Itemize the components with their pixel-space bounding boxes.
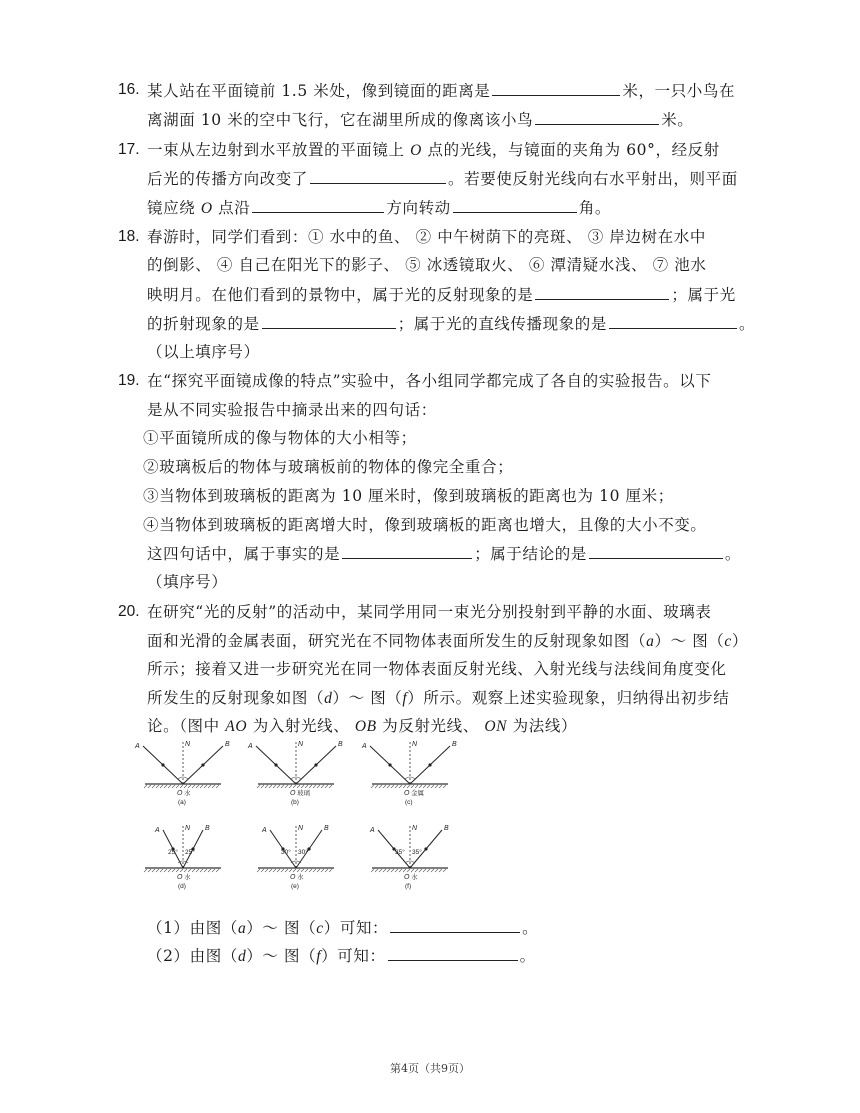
- figure-d-hatch: [180, 869, 183, 872]
- figure-b-hatch: [329, 785, 332, 788]
- figure-f-label-b: B: [444, 825, 449, 832]
- figure-f-hatch: [371, 869, 374, 872]
- question-20-line-4: 所发生的反射现象如图（d）～ 图（f）所示。观察上述实验现象，归纳得出初步结: [147, 689, 730, 707]
- answer-blank[interactable]: [388, 945, 518, 961]
- question-19-statement-1: ①平面镜所成的像与物体的大小相等；: [143, 429, 417, 447]
- figure-d-hatch: [160, 869, 163, 872]
- figure-d-hatch: [204, 869, 207, 872]
- figure-f-hatch: [431, 869, 434, 872]
- question-17-line-1: 一束从左边射到水平放置的平面镜上 O 点的光线，与镜面的夹角为 60°，经反射: [147, 141, 720, 159]
- figure-d-angle-right: 25°: [185, 849, 195, 856]
- answer-blank[interactable]: [492, 80, 620, 96]
- figure-b-hatch: [313, 785, 316, 788]
- figure-a-label-b: B: [225, 741, 230, 748]
- figure-c-hatch: [375, 785, 378, 788]
- question-16-line-1: 某人站在平面镜前 1.5 米处，像到镜面的距离是 米，一只小鸟在: [147, 82, 736, 100]
- figure-c-hatch: [431, 785, 434, 788]
- figure-c-hatch: [399, 785, 402, 788]
- figure-d-label-a: A: [155, 827, 160, 834]
- figure-a-hatch: [200, 785, 203, 788]
- figure-f-label-n: N: [412, 825, 418, 832]
- figure-f-hatch: [411, 869, 414, 872]
- figure-a-hatch: [164, 785, 167, 788]
- figure-a-hatch: [188, 785, 191, 788]
- figure-f-caption: (f): [405, 883, 412, 890]
- question-16-number: 16.: [118, 81, 140, 98]
- question-20-sub-2: （2）由图（d）～ 图（f）可知： 。: [147, 947, 536, 965]
- figure-e-hatch: [281, 869, 284, 872]
- question-20-sub-1: （1）由图（a）～ 图（c）可知： 。: [147, 919, 539, 937]
- figure-f-hatch: [415, 869, 418, 872]
- figure-f-hatch: [391, 869, 394, 872]
- figure-d-hatch: [172, 869, 175, 872]
- figure-a-hatch: [204, 785, 207, 788]
- figure-b-label-b: B: [338, 741, 343, 748]
- figure-b-hatch: [305, 785, 308, 788]
- figure-b-reflected-arrow: [314, 763, 317, 766]
- figure-d-hatch: [216, 869, 219, 872]
- figure-a-surface-label: 水: [184, 790, 191, 797]
- figure-d-hatch: [144, 869, 147, 872]
- figure-b-hatch: [261, 785, 264, 788]
- figure-b-hatch: [265, 785, 268, 788]
- figure-e-hatch: [317, 869, 320, 872]
- figure-f-hatch: [423, 869, 426, 872]
- figure-d-hatch: [212, 869, 215, 872]
- figure-a-hatch: [168, 785, 171, 788]
- question-16-line-2: 离湖面 10 米的空中飞行，它在湖里所成的像离该小鸟 米。: [147, 111, 694, 129]
- figure-f-hatch: [435, 869, 438, 872]
- figure-e-hatch: [301, 869, 304, 872]
- question-18-line-3: 映明月。在他们看到的景物中，属于光的反射现象的是 ；属于光: [147, 286, 736, 304]
- figure-a-label-a: A: [135, 743, 140, 750]
- figure-b-hatch: [301, 785, 304, 788]
- figure-a-hatch: [184, 785, 187, 788]
- figure-e-hatch: [277, 869, 280, 872]
- figure-a-hatch: [156, 785, 159, 788]
- question-18-number: 18.: [118, 228, 140, 245]
- figure-c-hatch: [395, 785, 398, 788]
- figure-b-hatch: [277, 785, 280, 788]
- figure-f-hatch: [443, 869, 446, 872]
- figure-e-reflected-arrow: [307, 847, 310, 850]
- figure-c-hatch: [415, 785, 418, 788]
- figure-b-label-o: O: [290, 790, 296, 797]
- question-20-line-3: 所示；接着又进一步研究光在同一物体表面反射光线、入射光线与法线间角度变化: [147, 660, 727, 678]
- figure-c-hatch: [439, 785, 442, 788]
- figure-d-hatch: [196, 869, 199, 872]
- figure-e-label-n: N: [298, 825, 304, 832]
- figure-c-incident-arrow: [388, 763, 391, 766]
- figure-d-hatch: [200, 869, 203, 872]
- question-19-statement-2: ②玻璃板后的物体与玻璃板前的物体的像完全重合；: [143, 458, 514, 476]
- figure-b-hatch: [293, 785, 296, 788]
- answer-blank[interactable]: [589, 543, 723, 559]
- figure-d-label-o: O: [177, 874, 183, 881]
- figure-b-hatch: [325, 785, 328, 788]
- figure-e-hatch: [289, 869, 292, 872]
- figure-f-label-a: A: [370, 827, 375, 834]
- figure-f-hatch: [419, 869, 422, 872]
- figure-c-caption: (c): [405, 799, 413, 806]
- figure-e-hatch: [269, 869, 272, 872]
- answer-blank[interactable]: [390, 917, 520, 933]
- answer-blank[interactable]: [310, 168, 446, 184]
- figure-a-hatch: [144, 785, 147, 788]
- figure-e-angle-left: 30°: [281, 849, 291, 856]
- figure-f-hatch: [407, 869, 410, 872]
- figure-e-caption: (e): [291, 883, 299, 890]
- figure-c-label-n: N: [412, 741, 418, 748]
- figure-a-incident-arrow: [161, 763, 164, 766]
- figure-c-hatch: [435, 785, 438, 788]
- figure-d-label-b: B: [205, 825, 210, 832]
- figure-f-hatch: [399, 869, 402, 872]
- question-19-statement-4: ④当物体到玻璃板的距离增大时，像到玻璃板的距离也增大，且像的大小不变。: [143, 516, 707, 534]
- question-17-line-3: 镜应绕 O 点沿 方向转动 角。: [147, 199, 611, 217]
- figure-a-reflected-arrow: [201, 763, 204, 766]
- figure-b-hatch: [309, 785, 312, 788]
- question-19-line-2: 是从不同实验报告中摘录出来的四句话：: [147, 401, 437, 419]
- figure-b-hatch: [285, 785, 288, 788]
- figure-e-hatch: [309, 869, 312, 872]
- figure-b-hatch: [257, 785, 260, 788]
- figure-e-hatch: [273, 869, 276, 872]
- figure-c-hatch: [379, 785, 382, 788]
- figure-c-hatch: [419, 785, 422, 788]
- figure-e-hatch: [329, 869, 332, 872]
- figure-f-hatch: [387, 869, 390, 872]
- figure-b-hatch: [317, 785, 320, 788]
- figure-a-label-n: N: [185, 741, 191, 748]
- question-17-line-2: 后光的传播方向改变了 。若要使反射光线向右水平射出，则平面: [147, 170, 738, 188]
- question-18-line-1: 春游时，同学们看到：① 水中的鱼、 ② 中午树荫下的亮斑、 ③ 岸边树在水中: [147, 228, 706, 246]
- figure-e-hatch: [305, 869, 308, 872]
- figure-e-hatch: [257, 869, 260, 872]
- question-18-line-2: 的倒影、 ④ 自己在阳光下的影子、 ⑤ 冰透镜取火、 ⑥ 潭清疑水浅、 ⑦ 池水: [147, 256, 707, 274]
- figure-e-surface-label: 水: [297, 874, 304, 881]
- figure-a-hatch: [148, 785, 151, 788]
- question-19-line-8: （填序号）: [147, 573, 228, 591]
- figure-e-label-o: O: [290, 874, 296, 881]
- figure-b-surface-label: 玻璃: [297, 790, 310, 797]
- figure-a-caption: (a): [178, 799, 186, 806]
- figure-e-hatch: [265, 869, 268, 872]
- figure-c-reflected-arrow: [428, 763, 431, 766]
- figure-c-hatch: [411, 785, 414, 788]
- figure-d-angle-left: 25°: [168, 849, 178, 856]
- figure-a-hatch: [196, 785, 199, 788]
- question-17-number: 17.: [118, 141, 140, 158]
- answer-blank[interactable]: [453, 197, 577, 213]
- question-20-line-5: 论。（图中 AO 为入射光线、 OB 为反射光线、 ON 为法线）: [147, 717, 578, 735]
- figure-c-hatch: [391, 785, 394, 788]
- figure-d-hatch: [184, 869, 187, 872]
- figure-d-hatch: [208, 869, 211, 872]
- figure-c-hatch: [387, 785, 390, 788]
- figure-a-hatch: [172, 785, 175, 788]
- figure-d-hatch: [176, 869, 179, 872]
- figure-c-label-a: A: [362, 743, 367, 750]
- figure-a-hatch: [152, 785, 155, 788]
- figure-d-hatch: [148, 869, 151, 872]
- answer-blank[interactable]: [535, 109, 659, 125]
- figure-d-hatch: [168, 869, 171, 872]
- figure-b-hatch: [297, 785, 300, 788]
- figure-c-hatch: [423, 785, 426, 788]
- reflection-diagram-grid: [135, 741, 483, 892]
- figure-b-hatch: [273, 785, 276, 788]
- figure-f-hatch: [427, 869, 430, 872]
- figure-a-hatch: [192, 785, 195, 788]
- figure-d-hatch: [156, 869, 159, 872]
- figure-d-hatch: [192, 869, 195, 872]
- figure-f-angle-right: 35°: [412, 849, 422, 856]
- answer-blank[interactable]: [535, 284, 669, 300]
- figure-c-hatch: [371, 785, 374, 788]
- figure-f-angle-left: 35°: [395, 849, 405, 856]
- figure-f-hatch: [375, 869, 378, 872]
- figure-d-hatch: [188, 869, 191, 872]
- figure-f-hatch: [403, 869, 406, 872]
- figure-b-hatch: [321, 785, 324, 788]
- figure-c-hatch: [443, 785, 446, 788]
- figure-a-hatch: [160, 785, 163, 788]
- answer-blank[interactable]: [609, 313, 737, 329]
- figure-e-label-a: A: [262, 827, 267, 834]
- question-18-line-4: 的折射现象的是 ；属于光的直线传播现象的是 。: [147, 315, 756, 333]
- reflection-figures: [135, 741, 483, 892]
- figure-e-hatch: [325, 869, 328, 872]
- figure-b-label-n: N: [298, 741, 304, 748]
- figure-d-hatch: [164, 869, 167, 872]
- question-20-line-1: 在研究“光的反射”的活动中，某同学用同一束光分别投射到平静的水面、玻璃表: [147, 603, 712, 621]
- figure-a-hatch: [208, 785, 211, 788]
- figure-f-surface-label: 水: [411, 874, 418, 881]
- question-18-line-5: （以上填序号）: [147, 343, 260, 361]
- answer-blank[interactable]: [342, 543, 472, 559]
- figure-b-incident-arrow: [274, 763, 277, 766]
- figure-f-hatch: [379, 869, 382, 872]
- figure-b-hatch: [289, 785, 292, 788]
- figure-e-hatch: [313, 869, 316, 872]
- figure-c-label-o: O: [404, 790, 410, 797]
- figure-d-surface-label: 水: [184, 874, 191, 881]
- figure-c-surface-label: 金属: [411, 790, 424, 797]
- question-19-number: 19.: [118, 372, 140, 389]
- figure-c-hatch: [407, 785, 410, 788]
- figure-e-hatch: [297, 869, 300, 872]
- figure-e-hatch: [293, 869, 296, 872]
- figure-d-caption: (d): [178, 883, 186, 890]
- question-20-line-2: 面和光滑的金属表面，研究光在不同物体表面所发生的反射现象如图（a）～ 图（c）: [147, 632, 748, 650]
- question-19-line-7: 这四句话中，属于事实的是 ；属于结论的是 。: [147, 545, 742, 563]
- answer-blank[interactable]: [252, 197, 384, 213]
- figure-a-hatch: [216, 785, 219, 788]
- figure-a-hatch: [212, 785, 215, 788]
- page-footer: 第4页（共9页）: [390, 1062, 470, 1075]
- question-20-number: 20.: [118, 603, 140, 620]
- figure-b-hatch: [281, 785, 284, 788]
- figure-e-angle-right: 30°: [298, 849, 308, 856]
- figure-a-label-o: O: [177, 790, 183, 797]
- figure-d-label-n: N: [185, 825, 191, 832]
- question-19-line-1: 在“探究平面镜成像的特点”实验中，各小组同学都完成了各自的实验报告。以下: [147, 372, 712, 390]
- figure-c-hatch: [403, 785, 406, 788]
- figure-a-hatch: [180, 785, 183, 788]
- figure-d-hatch: [152, 869, 155, 872]
- question-19-statement-3: ③当物体到玻璃板的距离为 10 厘米时，像到玻璃板的距离也为 10 厘米；: [143, 487, 674, 505]
- figure-f-hatch: [395, 869, 398, 872]
- figure-e-hatch: [321, 869, 324, 872]
- figure-c-hatch: [383, 785, 386, 788]
- figure-b-label-a: A: [248, 743, 253, 750]
- figure-e-hatch: [285, 869, 288, 872]
- figure-a-hatch: [176, 785, 179, 788]
- figure-b-caption: (b): [291, 799, 299, 806]
- figure-b-hatch: [269, 785, 272, 788]
- figure-c-hatch: [427, 785, 430, 788]
- figure-e-label-b: B: [324, 825, 329, 832]
- answer-blank[interactable]: [262, 313, 396, 329]
- figure-c-label-b: B: [452, 741, 457, 748]
- figure-e-hatch: [261, 869, 264, 872]
- figure-f-reflected-arrow: [424, 847, 427, 850]
- figure-f-hatch: [439, 869, 442, 872]
- figure-f-hatch: [383, 869, 386, 872]
- figure-f-label-o: O: [404, 874, 410, 881]
